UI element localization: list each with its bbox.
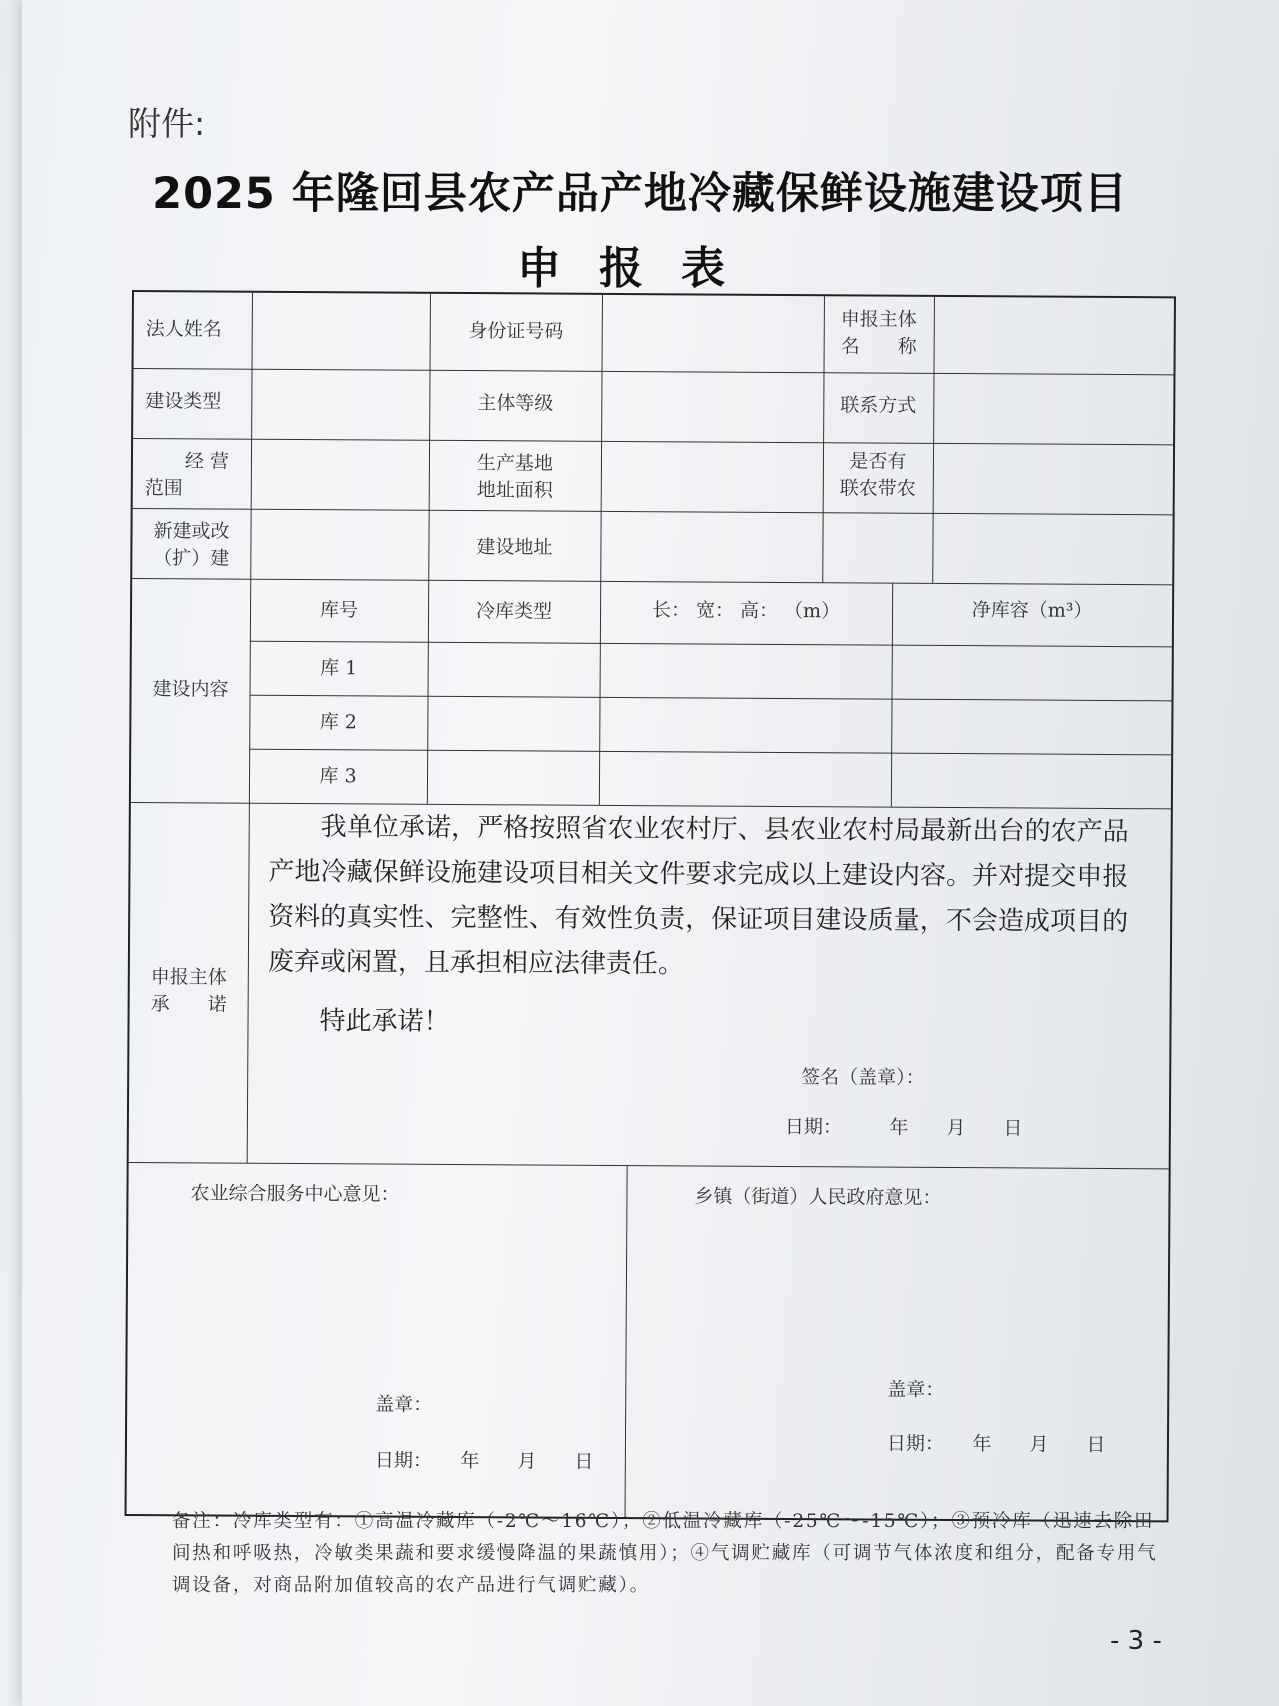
pledge-statement: 我单位承诺，严格按照省农业农村厅、县农业农村局最新出台的农产品产地冷藏保鲜设施建设项目相关文件要求完成以上建设内容。并对提交申报资料的真实性、完整性、有效性负责，保证项目建设质量，不会造成项目的废弃或闲置，且承担相应法律责任。 特此承诺！ [267,812,1129,1037]
business-scope-label: 经 营 范围 [144,450,230,500]
agri-center-seal-label: 盖章： [375,1393,433,1416]
signature-label: 签名（盖章）： [801,1066,925,1089]
contact-label: 联系方式 [840,394,917,417]
storage-row-1: 库 1 [320,657,358,680]
township-opinion-label: 乡镇（街道）人民政府意见： [694,1185,942,1209]
document-subtitle: 申报表 [517,243,763,294]
construction-address-label: 建设地址 [476,536,553,559]
pledge-label: 申报主体 承 诺 [150,966,227,1016]
township-seal-label: 盖章： [887,1378,945,1401]
new-or-expand-label: 新建或改 （扩）建 [153,520,230,570]
storage-row-3: 库 3 [319,765,357,788]
page-number: - 3 - [1110,1626,1162,1656]
attachment-label: 附件: [128,104,206,143]
id-number-label: 身份证号码 [468,320,564,343]
storage-row-2: 库 2 [319,711,357,734]
storage-col-type: 冷库类型 [475,600,553,623]
agri-center-date-line: 日期： 年 月 日 [374,1449,594,1473]
township-date-line: 日期： 年 月 日 [886,1432,1106,1456]
entity-name-label: 申报主体 名 称 [840,308,917,358]
application-form-table [125,290,1176,1522]
agri-center-opinion-label: 农业综合服务中心意见： [190,1182,400,1206]
production-base-label: 生产基地 地址面积 [476,452,554,502]
storage-col-number: 库号 [319,599,359,622]
construction-content-label: 建设内容 [152,678,229,701]
pledge-date-line: 日期： 年 月 日 [784,1116,1023,1140]
legal-name-label: 法人姓名 [145,318,222,341]
storage-col-capacity: 净库容（m³） [971,599,1093,622]
document-title: 2025 年隆回县农产品产地冷藏保鲜设施建设项目 [152,169,1128,219]
entity-level-label: 主体等级 [477,392,554,415]
footnote: 备注：冷库类型有：①高温冷藏库（-2℃～16℃）；②低温冷藏库（-25℃～-15℃）；③预冷库（迅速去除田间热和呼吸热，冷敏类果蔬和要求缓慢降温的果蔬慎用）；④气调贮藏库（可调节气体浓度和组分，配备专用气调设备，对商品附加值较高的农产品进行气调贮藏）。 [172,1511,1158,1596]
linkage-label: 是否有 联农带农 [839,450,916,500]
storage-col-dimensions: 长： 宽： 高： （m） [651,599,841,623]
construction-type-label: 建设类型 [145,390,222,413]
